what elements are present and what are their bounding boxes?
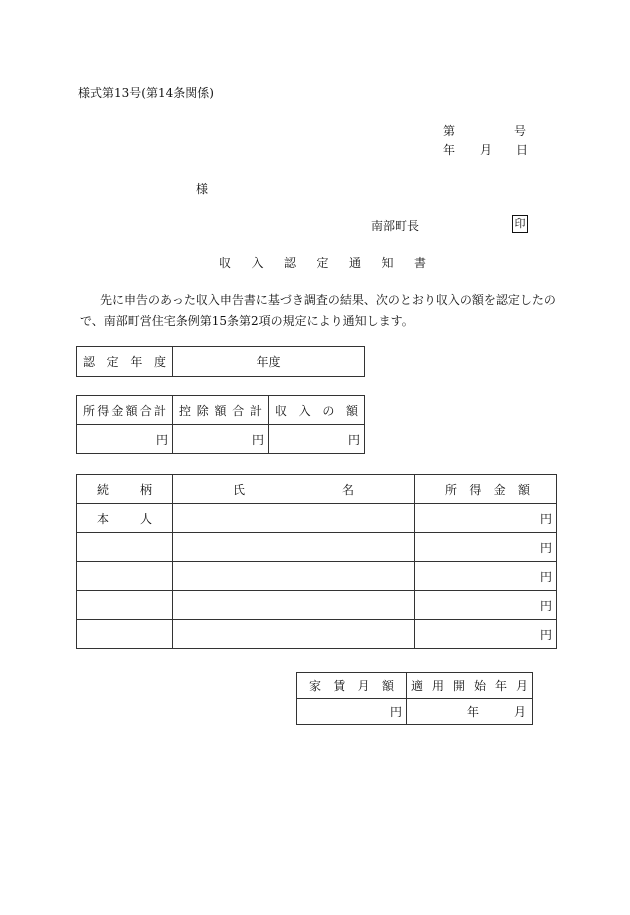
total-income-header: 所得金額合計 <box>77 396 173 425</box>
name-cell[interactable] <box>173 562 415 591</box>
start-month-field[interactable] <box>407 699 533 725</box>
table-row <box>77 504 557 533</box>
form-number: 様式第13号(第14条関係) <box>78 86 214 100</box>
recipient-honorific: 様 <box>196 182 209 196</box>
relation-cell[interactable]: 本人 <box>77 504 173 533</box>
name-cell[interactable] <box>173 620 415 649</box>
given-name-header: 名 <box>341 482 354 497</box>
relation-cell[interactable] <box>77 562 173 591</box>
income-amount-field[interactable]: 円 <box>269 425 365 454</box>
certification-year-field[interactable]: 年度 <box>173 347 365 377</box>
start-year-label: 年 <box>467 705 480 719</box>
income-summary-table <box>76 395 365 454</box>
date-month-label: 月 <box>480 143 493 157</box>
name-cell[interactable] <box>173 504 415 533</box>
total-deduction-header: 控除額合計 <box>173 396 269 425</box>
document-number-label: 第 <box>443 124 456 138</box>
certification-year-table <box>76 346 365 377</box>
income-cell[interactable]: 円 <box>415 562 557 591</box>
start-month-label: 月 <box>513 705 526 719</box>
notice-body: 先に申告のあった収入申告書に基づき調査の結果、次のとおり収入の額を認定したので、南部町営住宅条例第15条第2項の規定により通知します。 <box>80 293 556 328</box>
relation-cell[interactable] <box>77 591 173 620</box>
monthly-rent-field[interactable]: 円 <box>297 699 407 725</box>
total-income-field[interactable]: 円 <box>77 425 173 454</box>
income-amount-header: 収入の額 <box>269 396 365 425</box>
name-header <box>173 475 415 504</box>
certification-year-label: 認定年度 <box>77 347 173 377</box>
income-cell[interactable]: 円 <box>415 591 557 620</box>
income-cell[interactable]: 円 <box>415 504 557 533</box>
seal-stamp: 印 <box>512 215 528 233</box>
relation-cell[interactable] <box>77 533 173 562</box>
date-year-label: 年 <box>443 143 456 157</box>
table-row <box>77 620 557 649</box>
table-row <box>77 591 557 620</box>
document-title: 収入認定通知書 <box>219 256 447 270</box>
total-deduction-field[interactable]: 円 <box>173 425 269 454</box>
household-table <box>76 474 557 649</box>
relation-cell[interactable] <box>77 620 173 649</box>
name-cell[interactable] <box>173 591 415 620</box>
income-cell[interactable]: 円 <box>415 620 557 649</box>
relation-header: 続柄 <box>77 475 173 504</box>
surname-header: 氏 <box>233 482 246 497</box>
income-header: 所得金額 <box>415 475 557 504</box>
table-row <box>77 562 557 591</box>
document-number-suffix: 号 <box>514 124 527 138</box>
start-month-header: 適用開始年月 <box>407 673 533 699</box>
date-day-label: 日 <box>516 143 529 157</box>
table-row <box>77 533 557 562</box>
income-cell[interactable]: 円 <box>415 533 557 562</box>
name-cell[interactable] <box>173 533 415 562</box>
rent-table <box>296 672 533 725</box>
issuer-name: 南部町長 <box>371 219 420 233</box>
monthly-rent-header: 家賃月額 <box>297 673 407 699</box>
